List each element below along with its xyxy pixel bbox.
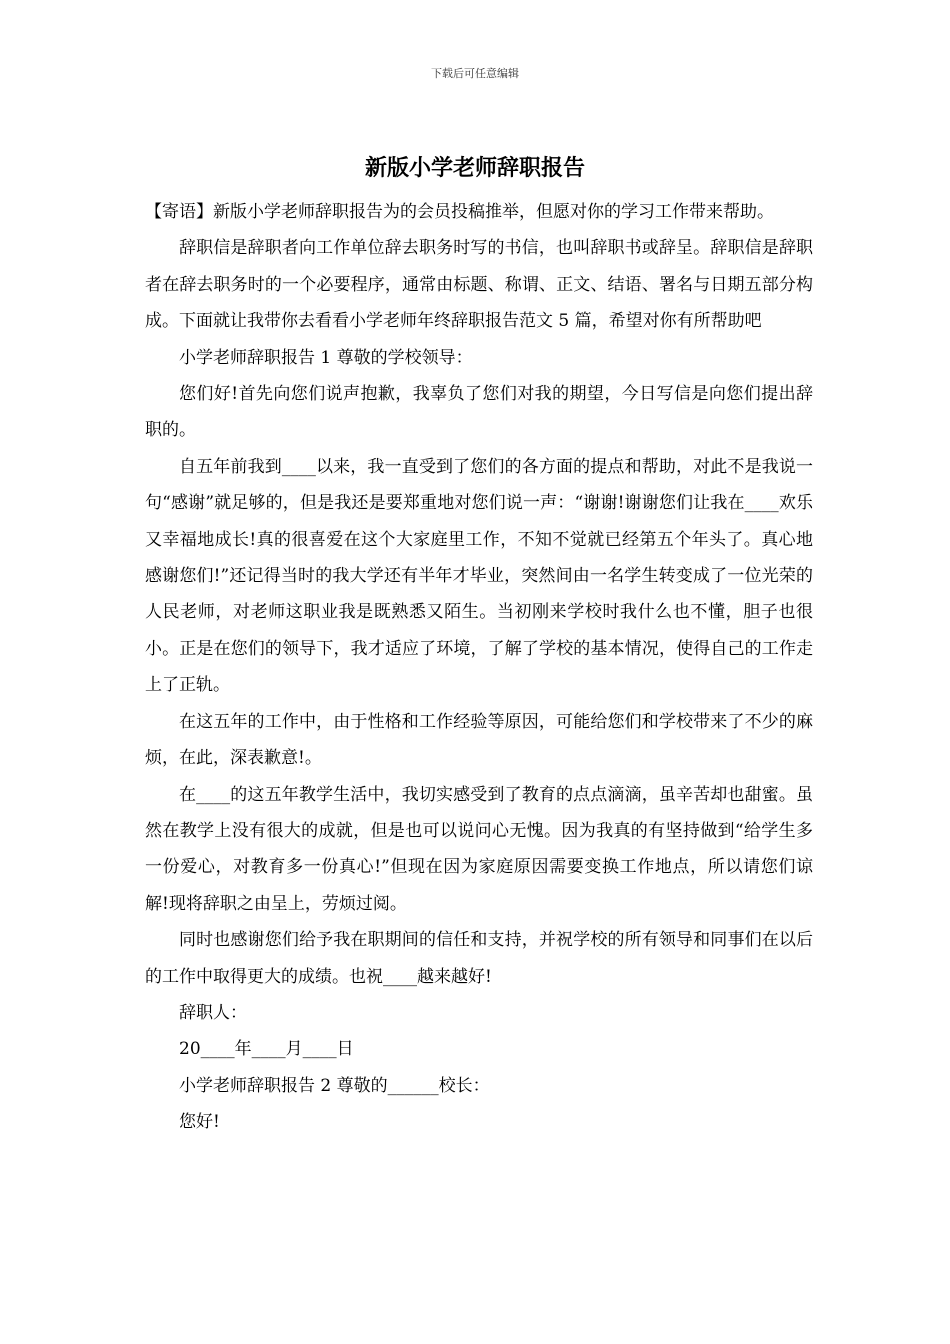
letter-1-closing-paragraph: 同时也感谢您们给予我在职期间的信任和支持，并祝学校的所有领导和同事们在以后的工作中取得更大的成绩。也祝____越来越好! xyxy=(145,930,813,987)
page-header-note: 下载后可任意编辑 xyxy=(431,67,519,80)
letter-2-greeting: 您好! xyxy=(179,1112,220,1133)
letter-2-heading: 小学老师辞职报告 2 尊敬的______校长： xyxy=(179,1075,490,1096)
letter-1-date: 20____年____月____日 xyxy=(179,1039,354,1060)
letter-1-body-paragraph: 自五年前我到____以来，我一直受到了您们的各方面的提点和帮助，对此不是我说一句“感谢”就足够的，但是我还是要郑重地对您们说一声：“谢谢!谢谢您们让我在____欢乐又幸福地成长!真的很喜爱在这个大家庭里工作，不知不觉就已经第五个年头了。真心地感谢您们!”还记得当时的我大学还有半年才毕业，突然间由一名学生转变成了一位光荣的人民老师，对老师这职业我是既熟悉又陌生。当初刚来学校时我什么也不懂，胆子也很小。正是在您们的领导下，我才适应了环境，了解了学校的基本情况，使得自己的工作走上了正轨。 xyxy=(145,456,813,696)
letter-1-body-paragraph: 在这五年的工作中，由于性格和工作经验等原因，可能给您们和学校带来了不少的麻烦，在此，深表歉意!。 xyxy=(145,711,813,769)
letter-1-heading: 小学老师辞职报告 1 尊敬的学校领导： xyxy=(179,347,473,368)
intro-paragraph: 辞职信是辞职者向工作单位辞去职务时写的书信，也叫辞职书或辞呈。辞职信是辞职者在辞去职务时的一个必要程序，通常由标题、称谓、正文、结语、署名与日期五部分构成。下面就让我带你去看看小学老师年终辞职报告范文 5 篇，希望对你有所帮助吧 xyxy=(145,238,813,332)
foreword-paragraph: 【寄语】新版小学老师辞职报告为的会员投稿推举，但愿对你的学习工作带来帮助。 xyxy=(145,202,774,222)
document-body xyxy=(145,194,813,1141)
letter-1-greeting: 您们好!首先向您们说声抱歉，我辜负了您们对我的期望，今日写信是向您们提出辞职的。 xyxy=(145,384,813,441)
letter-1-body-paragraph: 在____的这五年教学生活中，我切实感受到了教育的点点滴滴，虽辛苦却也甜蜜。虽然在教学上没有很大的成就，但是也可以说问心无愧。因为我真的有坚持做到“给学生多一份爱心，对教育多一份真心!”但现在因为家庭原因需要变换工作地点，所以请您们谅解!现将辞职之由呈上，劳烦过阅。 xyxy=(145,784,813,914)
document-title: 新版小学老师辞职报告 xyxy=(364,155,585,181)
letter-1-signature: 辞职人： xyxy=(179,1002,247,1023)
